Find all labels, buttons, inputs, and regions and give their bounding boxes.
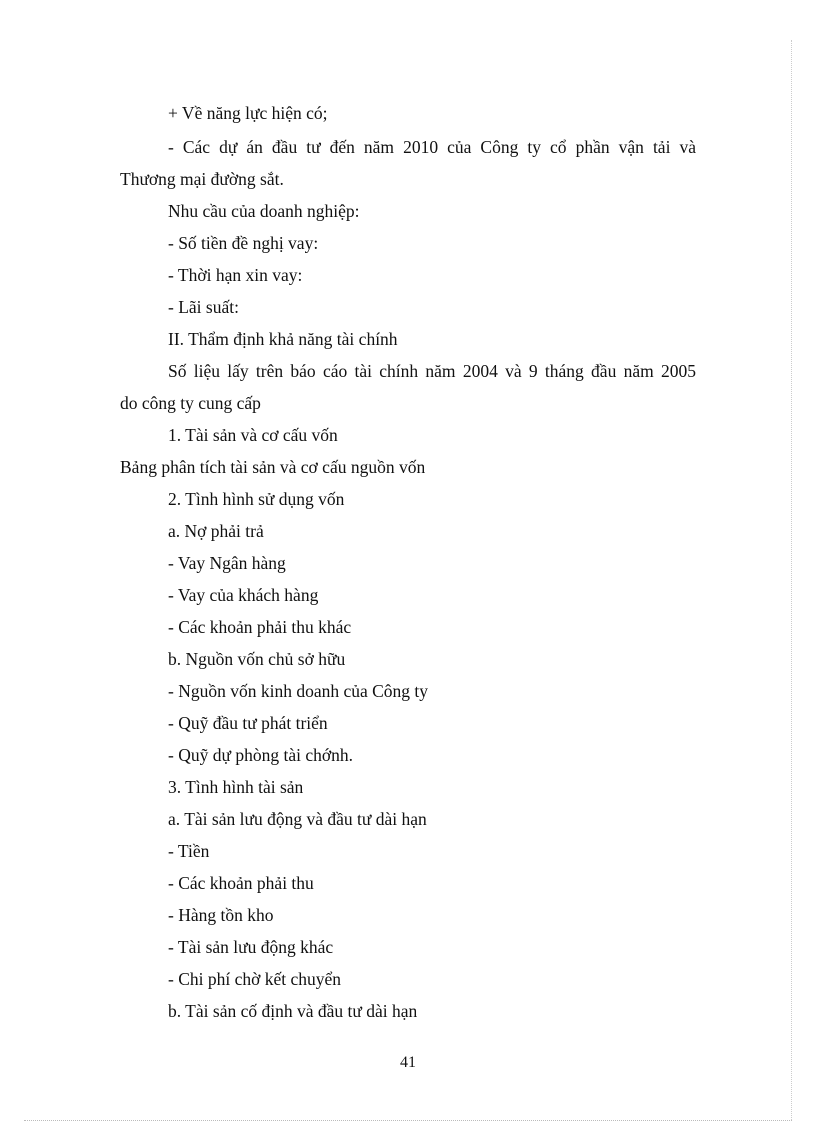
text-line-7: - Lãi suất:	[168, 297, 239, 317]
text-line-24: - Tiền	[168, 841, 210, 861]
text-line-10: do công ty cung cấp	[120, 393, 261, 413]
text-line-14: a. Nợ phải trả	[168, 521, 264, 541]
table-caption: Bảng phân tích tài sản và cơ cấu nguồn vốn	[120, 457, 426, 477]
text-line-1: + Về năng lực hiện có;	[168, 103, 328, 123]
text-line-27: - Tài sản lưu động khác	[168, 937, 334, 957]
text-line-6: - Thời hạn xin vay:	[168, 265, 303, 285]
text-line-18: b. Nguồn vốn chủ sở hữu	[168, 649, 346, 669]
page-edge-right	[791, 40, 792, 1120]
text-line-29: b. Tài sản cố định và đầu tư dài hạn	[168, 1001, 418, 1021]
text-line-23: a. Tài sản lưu động và đầu tư dài hạn	[168, 809, 427, 829]
page-edge-bottom	[24, 1120, 792, 1121]
text-line-21: - Quỹ dự phòng tài chớnh.	[168, 745, 353, 765]
text-line-2: - Các dự án đầu tư đến năm 2010 của Công ty cổ phần vận tải và	[168, 137, 696, 157]
text-line-3: Thương mại đường sắt.	[120, 169, 284, 189]
text-line-28: - Chi phí chờ kết chuyển	[168, 969, 342, 989]
text-line-5: - Số tiền đề nghị vay:	[168, 233, 319, 253]
text-line-9: Số liệu lấy trên báo cáo tài chính năm 2004 và 9 tháng đầu năm 2005	[168, 361, 696, 381]
text-line-20: - Quỹ đầu tư phát triển	[168, 713, 328, 733]
page-number: 41	[400, 1054, 416, 1071]
subheading-3: 3. Tình hình tài sản	[168, 777, 304, 797]
section-heading-ii: II. Thẩm định khả năng tài chính	[168, 329, 398, 349]
text-line-17: - Các khoản phải thu khác	[168, 617, 352, 637]
text-line-15: - Vay Ngân hàng	[168, 553, 286, 573]
subheading-2: 2. Tình hình sử dụng vốn	[168, 489, 345, 509]
subheading-1: 1. Tài sản và cơ cấu vốn	[168, 425, 338, 445]
text-line-4: Nhu cầu của doanh nghiệp:	[168, 201, 360, 221]
text-line-25: - Các khoản phải thu	[168, 873, 314, 893]
text-line-19: - Nguồn vốn kinh doanh của Công ty	[168, 681, 429, 701]
text-line-16: - Vay của khách hàng	[168, 585, 319, 605]
text-line-26: - Hàng tồn kho	[168, 905, 274, 925]
